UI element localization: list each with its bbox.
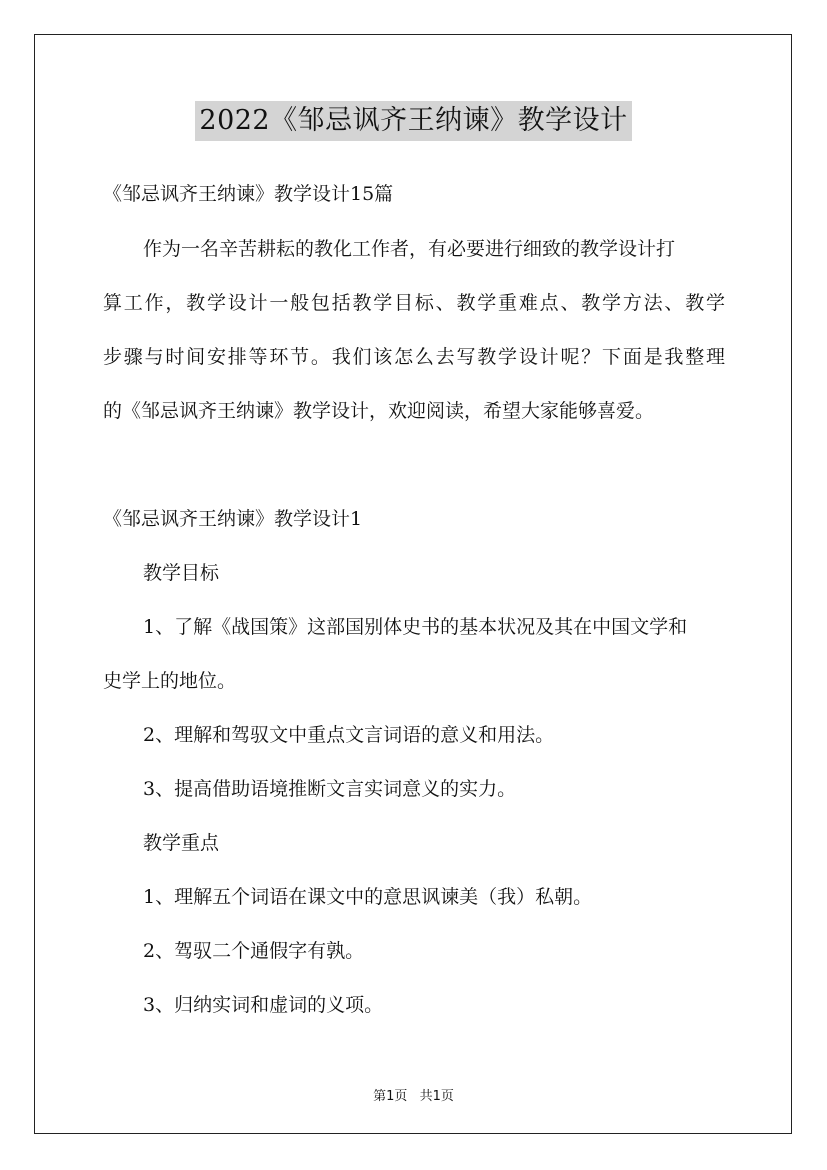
keypoint-2: 2、驾驭二个通假字有孰。	[143, 940, 365, 962]
page-number: 第1页	[373, 1089, 408, 1104]
keypoint-3: 3、归纳实词和虚词的义项。	[143, 994, 384, 1016]
page-total: 共1页	[419, 1089, 454, 1104]
intro-line-1: 作为一名辛苦耕耘的教化工作者，有必要进行细致的教学设计打	[143, 238, 676, 260]
subtitle: 《邹忌讽齐王纳谏》教学设计15篇	[103, 183, 394, 205]
keypoint-1: 1、理解五个词语在课文中的意思讽谏美（我）私朝。	[143, 886, 593, 908]
document-title: 2022《邹忌讽齐王纳谏》教学设计	[195, 101, 631, 141]
intro-line-4: 的《邹忌讽齐王纳谏》教学设计，欢迎阅读，希望大家能够喜爱。	[103, 400, 655, 422]
intro-line-2: 算工作，教学设计一般包括教学目标、教学重难点、教学方法、教学	[103, 292, 725, 314]
goal-3: 3、提高借助语境推断文言实词意义的实力。	[143, 778, 517, 800]
section-heading: 《邹忌讽齐王纳谏》教学设计1	[103, 508, 363, 530]
goal-1-line-2: 史学上的地位。	[103, 670, 237, 692]
goals-heading: 教学目标	[143, 562, 220, 584]
intro-line-3: 步骤与时间安排等环节。我们该怎么去写教学设计呢？下面是我整理	[103, 346, 725, 368]
keypoints-heading: 教学重点	[143, 832, 220, 854]
goal-2: 2、理解和驾驭文中重点文言词语的意义和用法。	[143, 724, 555, 746]
title-wrap	[0, 101, 827, 141]
goal-1-line-1: 1、了解《战国策》这部国别体史书的基本状况及其在中国文学和	[143, 616, 688, 638]
page-footer	[0, 1085, 827, 1104]
